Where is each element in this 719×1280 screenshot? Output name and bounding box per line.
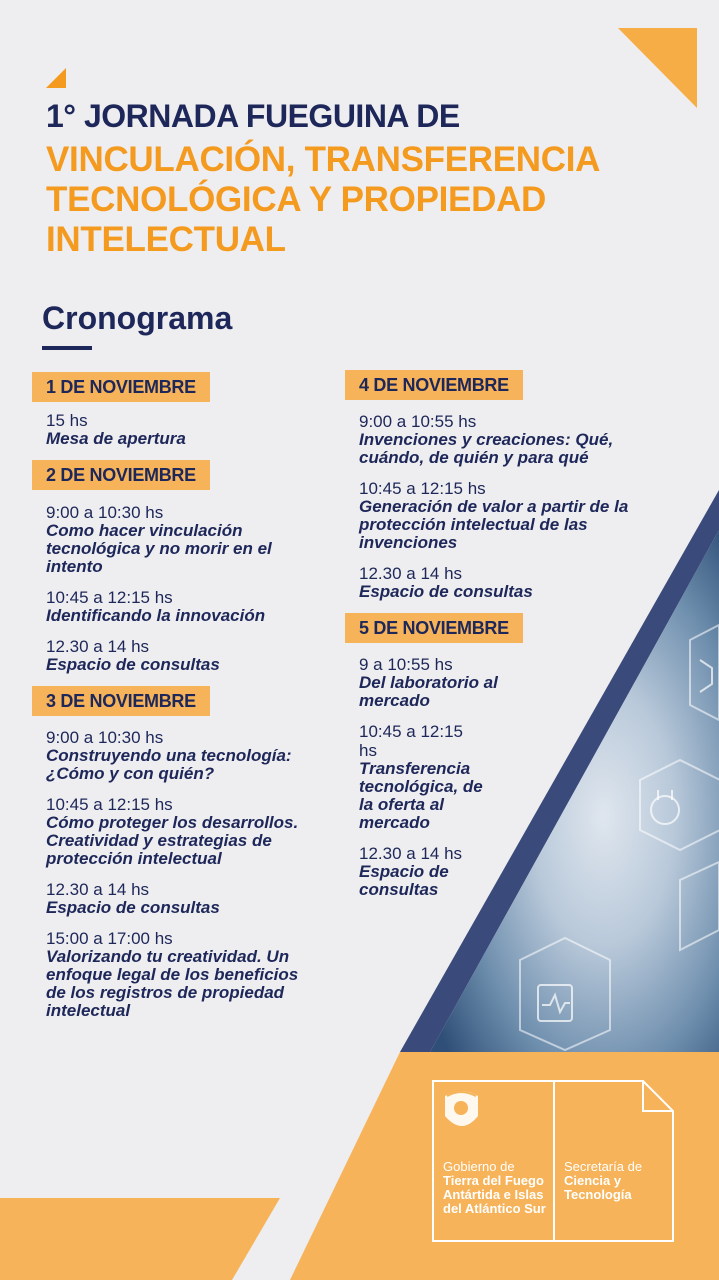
gov-line-3: Antártida e Islas	[443, 1187, 544, 1202]
session-item	[46, 637, 322, 674]
schedule-left-column	[32, 372, 322, 1032]
session-title: Transferencia tecnológica, de la oferta al mercado	[359, 759, 483, 832]
session-title: Invenciones y creaciones: Qué, cuándo, de quién y para qué	[359, 430, 614, 467]
session-time: 12.30 a 14 hs	[46, 880, 150, 899]
session-title: Espacio de consultas	[46, 898, 220, 917]
session-item	[46, 411, 322, 448]
session-time: 15 hs	[46, 411, 88, 430]
session-time: 9 a 10:55 hs	[359, 655, 453, 674]
bottom-left-orange-strip	[0, 1198, 280, 1280]
session-time: 10:45 a 12:15 hs	[46, 588, 173, 607]
session-time: 12.30 a 14 hs	[359, 564, 463, 583]
coat-of-arms-icon	[445, 1091, 478, 1126]
day-label: 4 DE NOVIEMBRE	[345, 370, 523, 400]
schedule-right-column	[345, 370, 635, 911]
session-item	[46, 503, 286, 576]
session-title: Del laboratorio al mercado	[359, 673, 498, 710]
session-title: Cómo proteger los desarrollos. Creatividad y estrategias de protección intelectual	[46, 813, 299, 868]
title-line-1: 1° JORNADA FUEGUINA DE	[46, 98, 460, 134]
session-item	[359, 564, 635, 601]
session-time: 10:45 a 12:15 hs	[359, 479, 486, 498]
session-item	[359, 722, 484, 832]
session-title: Valorizando tu creatividad. Un enfoque legal de los beneficios de los registros de propiedad intelectual	[46, 947, 299, 1020]
session-title: Mesa de apertura	[46, 429, 186, 448]
sec-line-3: Tecnología	[564, 1187, 632, 1202]
session-title: Espacio de consultas	[359, 862, 449, 899]
title-accent-triangle	[46, 68, 66, 88]
session-time: 15:00 a 17:00 hs	[46, 929, 173, 948]
day-label: 1 DE NOVIEMBRE	[32, 372, 210, 402]
session-title: Espacio de consultas	[359, 582, 533, 601]
session-item	[46, 728, 311, 783]
session-time: 12.30 a 14 hs	[46, 637, 150, 656]
session-title: Construyendo una tecnología: ¿Cómo y con quién?	[46, 746, 292, 783]
gov-line-2: Tierra del Fuego	[443, 1173, 544, 1188]
session-item	[359, 479, 644, 552]
section-title-underline	[42, 346, 92, 350]
session-item	[46, 795, 311, 868]
session-time: 10:45 a 12:15 hs	[359, 722, 463, 760]
session-title: Como hacer vinculación tecnológica y no morir en el intento	[46, 521, 272, 576]
gov-line-1: Gobierno de	[443, 1159, 515, 1174]
government-logo-text	[443, 1160, 546, 1216]
session-time: 9:00 a 10:55 hs	[359, 412, 477, 431]
session-time: 9:00 a 10:30 hs	[46, 503, 164, 522]
day-label: 5 DE NOVIEMBRE	[345, 613, 523, 643]
day-block	[345, 370, 635, 601]
session-item	[359, 655, 519, 710]
title-subtitle: VINCULACIÓN, TRANSFERENCIA TECNOLÓGICA Y PROPIEDAD INTELECTUAL	[46, 140, 599, 259]
gov-line-4: del Atlántico Sur	[443, 1201, 546, 1216]
session-time: 10:45 a 12:15 hs	[46, 795, 173, 814]
session-time: 12.30 a 14 hs	[359, 844, 463, 863]
day-label: 3 DE NOVIEMBRE	[32, 686, 210, 716]
session-time: 9:00 a 10:30 hs	[46, 728, 164, 747]
session-title: Generación de valor a partir de la protección intelectual de las invenciones	[359, 497, 629, 552]
day-label: 2 DE NOVIEMBRE	[32, 460, 210, 490]
session-item	[359, 412, 639, 467]
session-title: Espacio de consultas	[46, 655, 220, 674]
day-block	[345, 613, 635, 899]
day-block	[32, 686, 322, 1020]
sec-line-2: Ciencia y	[564, 1173, 622, 1188]
session-item	[46, 929, 311, 1020]
session-item	[46, 588, 322, 625]
session-item	[46, 880, 322, 917]
day-block	[32, 372, 322, 448]
session-item	[359, 844, 469, 899]
day-block	[32, 460, 322, 674]
secretariat-logo-text	[564, 1160, 642, 1202]
sec-line-1: Secretaría de	[564, 1159, 643, 1174]
corner-triangle-top	[618, 28, 697, 108]
section-title: Cronograma	[42, 300, 233, 336]
session-title: Identificando la innovación	[46, 606, 266, 625]
